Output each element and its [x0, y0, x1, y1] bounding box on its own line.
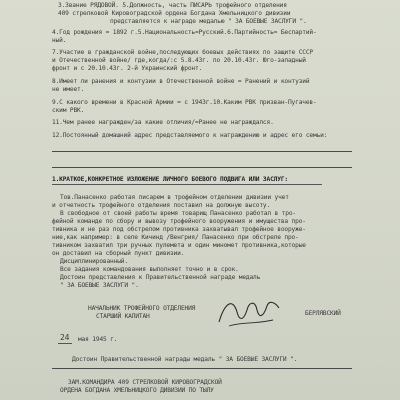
item-3-line-c: представляется к награде медалью " ЗА БОЕВЫЕ ЗАСЛУГИ ". — [110, 18, 307, 25]
narrative-line: " ЗА БОЕВЫЕ ЗАСЛУГИ ". — [60, 282, 139, 289]
item-9-line-a: 9.С какого времени в Красной Армии = с 1943г.10.Каким РВК призван-Пугачев- — [52, 99, 317, 106]
narrative-line: тивника и не раз под обстрелом противника захватывал трофейное вооруже- — [52, 226, 306, 233]
footer-line: ОРДЕНА БОГДАНА ХМЕЛЬНИЦКОГО ДИВИЗИИ ПО ТЫЛУ — [60, 387, 214, 394]
signer-post: НАЧАЛЬНИК ТРОФЕЙНОГО ОТДЕЛЕНИЯ — [88, 305, 196, 312]
narrative-line: В свободное от своей работы время товарищ Панасенко работал в тро- — [60, 210, 296, 217]
date-day: 24 — [60, 333, 70, 342]
separator-line — [52, 167, 352, 168]
signer-name: БЕРЛЯВСКИЙ — [305, 310, 341, 317]
item-11-line: 11.Чем ранее награжден/за какие отличия/=Ранее не награждался. — [52, 119, 274, 126]
item-8-line-b: не имеет. — [52, 86, 85, 93]
date-month-year: мая 1945 г. — [78, 336, 118, 343]
date-underline — [58, 343, 72, 344]
narrative-line: фейной команде по сбору и вывозу трофейного вооружения и имущества про- — [52, 218, 306, 225]
narrative-line: он доставил на сборный пункт дивизии. — [52, 250, 185, 257]
separator-line — [52, 151, 352, 152]
item-7-line-b: и Отечественной войне/ где,когда/:с 5.8.43г. по 20.10.43г. Юго-западный — [52, 57, 306, 64]
narrative-line: Тов.Панасенко работая писарем в трофейном отделении дивизии учет — [60, 194, 289, 201]
item-7-line-c: фронт и с 20.10.43г. 2-й Украинский фронт. — [52, 65, 203, 72]
narrative-line: ние,как например: в селе Кичинд /Венгрия/ Панасенко при обстреле про- — [52, 234, 299, 241]
conclusion-line: Достоин Правительственной награды медаль " ЗА БОЕВЫЕ ЗАСЛУГИ ". — [72, 356, 298, 363]
item-9-line-b: ским РВК. — [52, 107, 85, 114]
item-4-line-b: ный. — [52, 37, 67, 44]
narrative-line: тивником захватил три ручных пулемета и один миномет противника,которые — [52, 242, 306, 249]
narrative-line: Дисциплинированный. — [60, 258, 128, 265]
item-8-line-a: 8.Имеет ли ранения и контузии в Отечественной войне = Ранений и контузий — [52, 78, 310, 85]
narrative-line: Достоин представления к Правительственной награде медаль — [60, 274, 261, 281]
item-3-line-b: 409 стрелковой Кировоградской ордена Богдана Хмельницкого дивизии — [58, 10, 291, 17]
narrative-line: Все задания командования выполняет точно и в срок. — [60, 266, 239, 273]
narrative-line: и отчетность трофейного отделения поставил на должную высоту. — [52, 202, 271, 209]
item-4-line: 4.Год рождения = 1892 г.5.Национальность=Русский.6.Партийность= Беспартий- — [52, 29, 317, 36]
signer-rank: СТАРШИЙ КАПИТАН — [96, 313, 150, 320]
footer-line: ЗАМ.КОМАНДИРА 409 СТРЕЛКОВОЙ КИРОВОГРАДСКОЙ — [68, 379, 222, 386]
handwritten-signature — [215, 292, 285, 332]
separator-line — [52, 368, 352, 369]
heading-underline — [52, 184, 322, 185]
item-12-line: 12.Постоянный домашний адрес представляемого к награждению и адрес его семьи: — [52, 132, 328, 139]
section-heading: 1.КРАТКОЕ,КОНКРЕТНОЕ ИЗЛОЖЕНИЕ ЛИЧНОГО БОЕВОГО ПОДВИГА ИЛИ ЗАСЛУГ: — [52, 176, 288, 183]
item-3-line-a: 3.Звание РЯДОВОЙ. 5.Должность, часть ПИСАРЬ трофейного отделения — [58, 2, 287, 9]
item-7-line-a: 7.Участие в гражданской войне,последующих боевых действиях по защите СССР — [52, 49, 313, 56]
